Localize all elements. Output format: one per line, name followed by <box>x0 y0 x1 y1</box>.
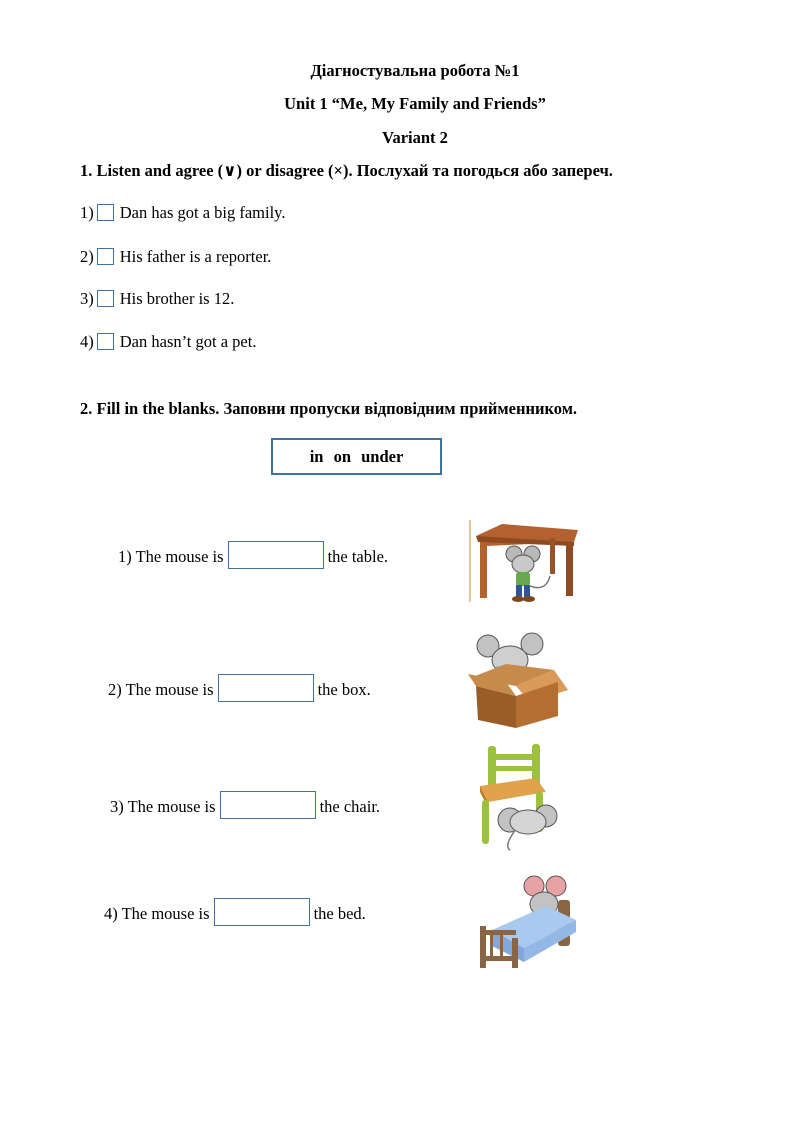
blank-input-4[interactable] <box>214 898 310 926</box>
mouse-under-chair-image <box>474 742 570 854</box>
agree-checkbox-4[interactable] <box>97 333 114 350</box>
task1-item-1 <box>80 203 285 223</box>
task1-item-4 <box>80 332 256 352</box>
agree-checkbox-2[interactable] <box>97 248 114 265</box>
sentence-start: 3) The mouse is <box>110 796 216 816</box>
item-statement: Dan hasn’t got a pet. <box>119 332 257 351</box>
task1-instruction: 1. Listen and agree (∨) or disagree (×). Послухай та погодься або запереч. <box>80 161 613 180</box>
task1-item-3 <box>80 289 234 309</box>
item-number: 3) <box>80 289 94 308</box>
word-bank: in on under <box>271 438 442 475</box>
sentence-end: the chair. <box>319 796 381 816</box>
sentence-end: the box. <box>317 679 371 699</box>
mouse-under-table-image <box>466 516 584 604</box>
item-statement: His father is a reporter. <box>119 247 272 266</box>
item-number: 4) <box>80 332 94 351</box>
unit-title: Unit 1 “Me, My Family and Friends” <box>284 94 546 113</box>
task2-item-4 <box>104 901 366 929</box>
item-statement: Dan has got a big family. <box>119 203 286 222</box>
sentence-end: the bed. <box>313 903 366 923</box>
sentence-start: 4) The mouse is <box>104 903 210 923</box>
blank-input-1[interactable] <box>228 541 324 569</box>
item-number: 2) <box>80 247 94 266</box>
task2-item-2 <box>108 677 371 705</box>
task1-item-2 <box>80 247 271 267</box>
mouse-in-box-image <box>466 630 570 730</box>
agree-checkbox-1[interactable] <box>97 204 114 221</box>
worksheet-title: Діагностувальна робота №1 <box>310 61 520 80</box>
task2-item-3 <box>110 794 380 822</box>
blank-input-3[interactable] <box>220 791 316 819</box>
item-number: 1) <box>80 203 94 222</box>
variant-title: Variant 2 <box>382 128 448 147</box>
agree-checkbox-3[interactable] <box>97 290 114 307</box>
task2-item-1 <box>118 544 388 572</box>
sentence-start: 1) The mouse is <box>118 546 224 566</box>
mouse-in-bed-image <box>474 872 582 972</box>
blank-input-2[interactable] <box>218 674 314 702</box>
sentence-start: 2) The mouse is <box>108 679 214 699</box>
sentence-end: the table. <box>327 546 389 566</box>
task2-instruction: 2. Fill in the blanks. Заповни пропуски відповідним прийменником. <box>80 399 578 418</box>
item-statement: His brother is 12. <box>119 289 235 308</box>
